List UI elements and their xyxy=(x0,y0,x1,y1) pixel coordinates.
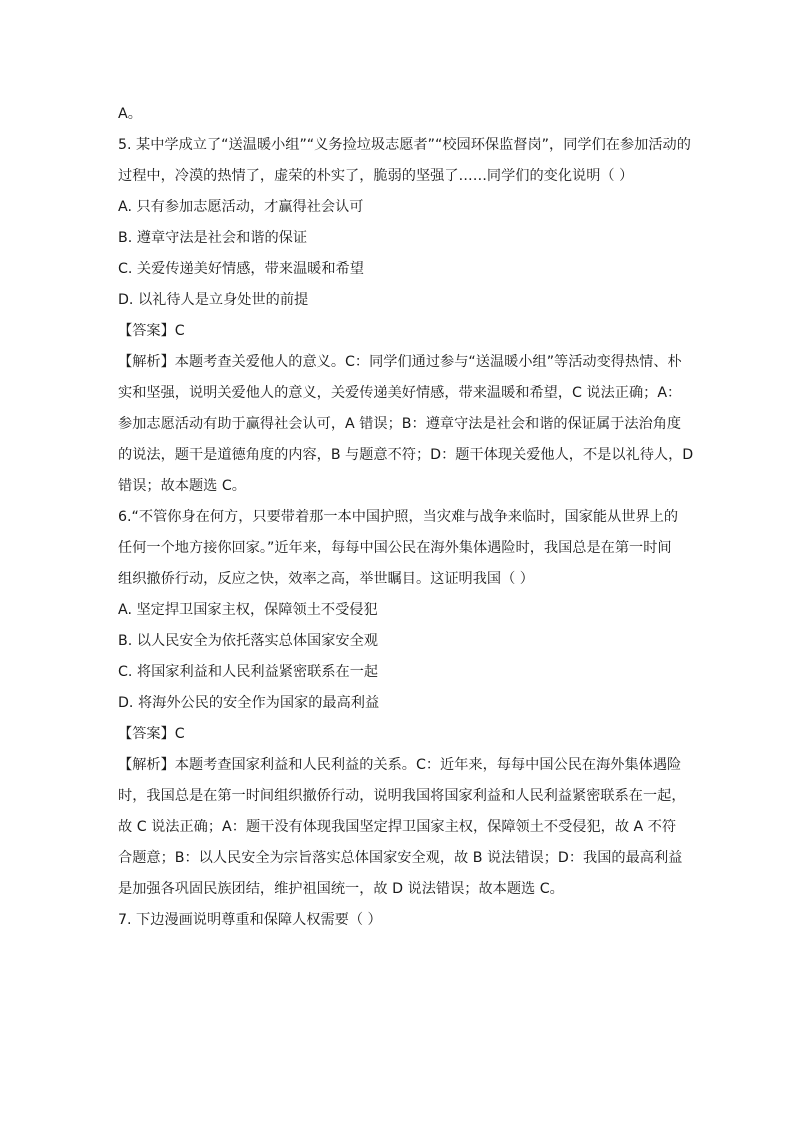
option-line: D. 以礼待人是立身处世的前提 xyxy=(118,292,309,308)
analysis-line: 的说法，题干是道德角度的内容，B 与题意不符；D：题干体现关爱他人，不是以礼待人，D xyxy=(118,447,694,463)
question-line: 过程中，冷漠的热情了，虚荣的朴实了，脆弱的坚强了……同学们的变化说明（ ） xyxy=(118,168,634,184)
analysis-line: 错误；故本题选 C。 xyxy=(118,478,246,494)
question-line: 组织撤侨行动，反应之快，效率之高，举世瞩目。这证明我国（ ） xyxy=(118,571,534,587)
document-body xyxy=(118,99,696,936)
analysis-line: 合题意；B：以人民安全为宗旨落实总体国家安全观，故 B 说法错误；D：我国的最高利益 xyxy=(118,850,683,866)
option-line: C. 关爱传递美好情感，带来温暖和希望 xyxy=(118,261,364,277)
question-line: 6.“不管你身在何方，只要带着那一本中国护照，当灾难与战争来临时，国家能从世界上的 xyxy=(118,509,679,525)
analysis-line: 实和坚强，说明关爱他人的意义，关爱传递美好情感，带来温暖和希望，C 说法正确；A： xyxy=(118,385,682,401)
option-line: C. 将国家利益和人民利益紧密联系在一起 xyxy=(118,664,379,680)
option-line: B. 以人民安全为依托落实总体国家安全观 xyxy=(118,633,378,649)
analysis-line: 【解析】本题考查国家利益和人民利益的关系。C：近年来，每每中国公民在海外集体遇险 xyxy=(118,757,682,773)
option-line: A. 只有参加志愿活动，才赢得社会认可 xyxy=(118,199,364,215)
answer-line: 【答案】C xyxy=(118,323,185,339)
analysis-line: 是加强各巩固民族团结，维护祖国统一，故 D 说法错误；故本题选 C。 xyxy=(118,881,564,897)
answer-line: 【答案】C xyxy=(118,726,185,742)
question-line: 7. 下边漫画说明尊重和保障人权需要（ ） xyxy=(118,912,382,928)
option-line: D. 将海外公民的安全作为国家的最高利益 xyxy=(118,695,380,711)
analysis-line: 参加志愿活动有助于赢得社会认可，A 错误；B：遵章守法是社会和谐的保证属于法治角度 xyxy=(118,416,682,432)
analysis-line: 【解析】本题考查关爱他人的意义。C：同学们通过参与“送温暖小组”等活动变得热情、朴 xyxy=(118,354,682,370)
analysis-line: 故 C 说法正确；A：题干没有体现我国坚定捍卫国家主权，保障领土不受侵犯，故 A 不符 xyxy=(118,819,677,835)
option-line: B. 遵章守法是社会和谐的保证 xyxy=(118,230,308,246)
question-line: 5. 某中学成立了“送温暖小组”“义务捡垃圾志愿者”“校园环保监督岗”，同学们在参加活动的 xyxy=(118,137,691,153)
answer-tail-line: A。 xyxy=(118,106,142,122)
analysis-line: 时，我国总是在第一时间组织撤侨行动，说明我国将国家利益和人民利益紧密联系在一起， xyxy=(118,788,686,804)
option-line: A. 坚定捍卫国家主权，保障领土不受侵犯 xyxy=(118,602,378,618)
question-line: 任何一个地方接你回家。”近年来，每每中国公民在海外集体遇险时，我国总是在第一时间 xyxy=(118,540,672,556)
